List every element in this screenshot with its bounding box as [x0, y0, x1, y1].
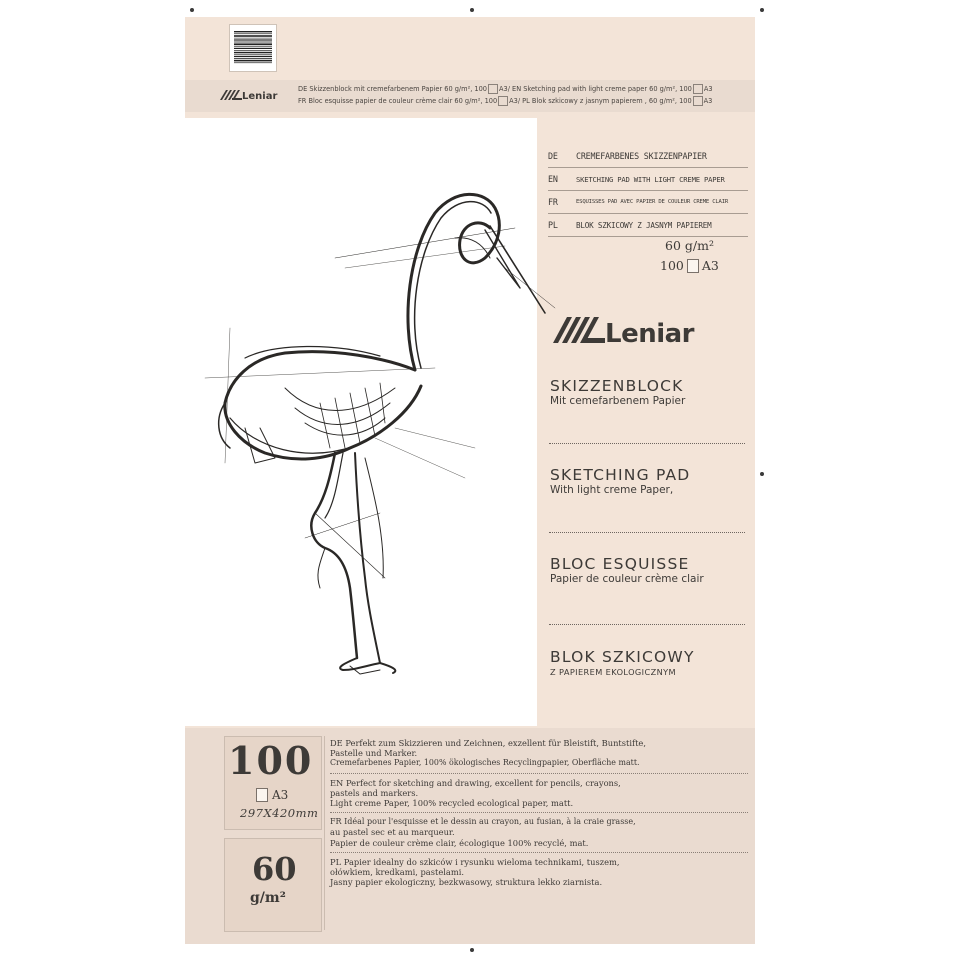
top-line-1-mid: A3/ EN Sketching pad with light creme paper 60 g/m², 100 — [499, 85, 692, 93]
bottom-format: A3 — [272, 788, 289, 802]
divider — [549, 443, 745, 444]
description-pl — [330, 857, 748, 892]
column-divider — [324, 736, 325, 930]
title-fr — [550, 555, 750, 586]
crop-mark — [190, 8, 194, 12]
divider — [549, 624, 745, 625]
pad-icon — [693, 84, 703, 94]
brand-name: Leniar — [605, 319, 694, 347]
language-row — [548, 145, 748, 168]
description-fr — [330, 817, 748, 853]
description-de — [330, 738, 748, 774]
description-line: FR Idéal pour l'esquisse et le dessin au crayon, au fusian, à la craie grasse, — [330, 817, 636, 827]
paper-weight: 60 g/m² — [665, 238, 714, 253]
language-text: CREMEFARBENES SKIZZENPAPIER — [576, 151, 707, 161]
language-row — [548, 191, 748, 214]
pad-icon — [256, 788, 268, 802]
title-heading: SKIZZENBLOCK — [550, 377, 684, 395]
top-line-2-mid: A3/ PL Blok szkicowy z jasnym papierem , 60 g/m², 100 — [509, 97, 692, 105]
gsm-number: 60 — [252, 850, 297, 888]
title-subtitle: Papier de couleur crème clair — [550, 573, 704, 585]
description-line: Cremefarbenes Papier, 100% ökologisches Recyclingpapier, Oberfläche matt. — [330, 758, 640, 768]
brand-logo-small — [220, 88, 292, 102]
brand-logo — [553, 313, 743, 347]
top-line-1-end: A3 — [703, 85, 713, 93]
top-line-1: DE Skizzenblock mit cremefarbenem Papier 60 g/m², 100 — [298, 85, 487, 93]
description-line: ołówkiem, kredkami, pastelami. — [330, 867, 465, 878]
description-line: DE Perfekt zum Skizzieren und Zeichnen, exzellent für Bleistift, Buntstifte, — [330, 738, 646, 748]
title-subtitle: Z PAPIEREM EKOLOGICZNYM — [550, 667, 677, 677]
sheet-count — [660, 258, 719, 273]
sheet-count-number: 100 — [660, 258, 684, 273]
pad-icon — [687, 259, 699, 273]
pad-icon — [488, 84, 498, 94]
language-code: EN — [548, 174, 558, 184]
title-subtitle: With light creme Paper, — [550, 484, 674, 496]
description-line: Light creme Paper, 100% recycled ecological paper, matt. — [330, 798, 574, 809]
crop-mark — [760, 8, 764, 12]
title-heading: BLOC ESQUISSE — [550, 555, 690, 573]
description-line: Papier de couleur crème clair, écologique 100% recyclé, mat. — [330, 837, 589, 848]
top-line-2-end: A3 — [703, 97, 713, 105]
flamingo-illustration — [185, 118, 565, 718]
description-line: pastels and markers. — [330, 787, 419, 798]
description-line: PL Papier idealny do szkiców i rysunku wieloma technikami, tuszem, — [330, 856, 620, 867]
crop-mark — [470, 8, 474, 12]
description-line: au pastel sec et au marqueur. — [330, 827, 455, 838]
crop-mark — [760, 472, 764, 476]
language-row — [548, 214, 748, 237]
description-list — [330, 738, 748, 895]
top-line-2: FR Bloc esquisse papier de couleur crème clair 60 g/m², 100 — [298, 97, 498, 105]
brand-name: Leniar — [242, 91, 278, 102]
language-code: DE — [548, 151, 558, 161]
language-text: ESQUISSES PAD AVEC PAPIER DE COULEUR CRÈME CLAIR — [576, 199, 729, 205]
language-code: PL — [548, 220, 558, 230]
description-line: EN Perfect for sketching and drawing, excellent for pencils, crayons, — [330, 777, 621, 788]
divider — [549, 532, 745, 533]
title-en — [550, 466, 750, 497]
top-product-lines — [298, 83, 748, 107]
sheets-number: 100 — [228, 738, 314, 783]
format-row — [256, 788, 288, 802]
gsm-unit: g/m² — [250, 890, 286, 906]
title-de — [550, 377, 750, 408]
language-code: FR — [548, 197, 558, 207]
bottom-size: 297X420mm — [240, 806, 319, 820]
sheet-format: A3 — [701, 258, 719, 273]
language-row — [548, 168, 748, 191]
language-list — [548, 145, 748, 237]
language-text: SKETCHING PAD WITH LIGHT CREME PAPER — [576, 174, 725, 184]
title-heading: SKETCHING PAD — [550, 466, 691, 484]
description-en — [330, 778, 748, 814]
language-text: BLOK SZKICOWY Z JASNYM PAPIEREM — [576, 220, 712, 230]
pad-icon — [693, 96, 703, 106]
title-pl — [550, 648, 750, 679]
title-heading: BLOK SZKICOWY — [550, 648, 695, 666]
description-line: Jasny papier ekologiczny, bezkwasowy, struktura lekko ziarnista. — [330, 877, 603, 888]
barcode — [229, 24, 277, 72]
pad-icon — [498, 96, 508, 106]
description-line: Pastelle und Marker. — [330, 748, 418, 759]
crop-mark — [470, 948, 474, 952]
title-subtitle: Mit cemefarbenem Papier — [550, 395, 686, 407]
